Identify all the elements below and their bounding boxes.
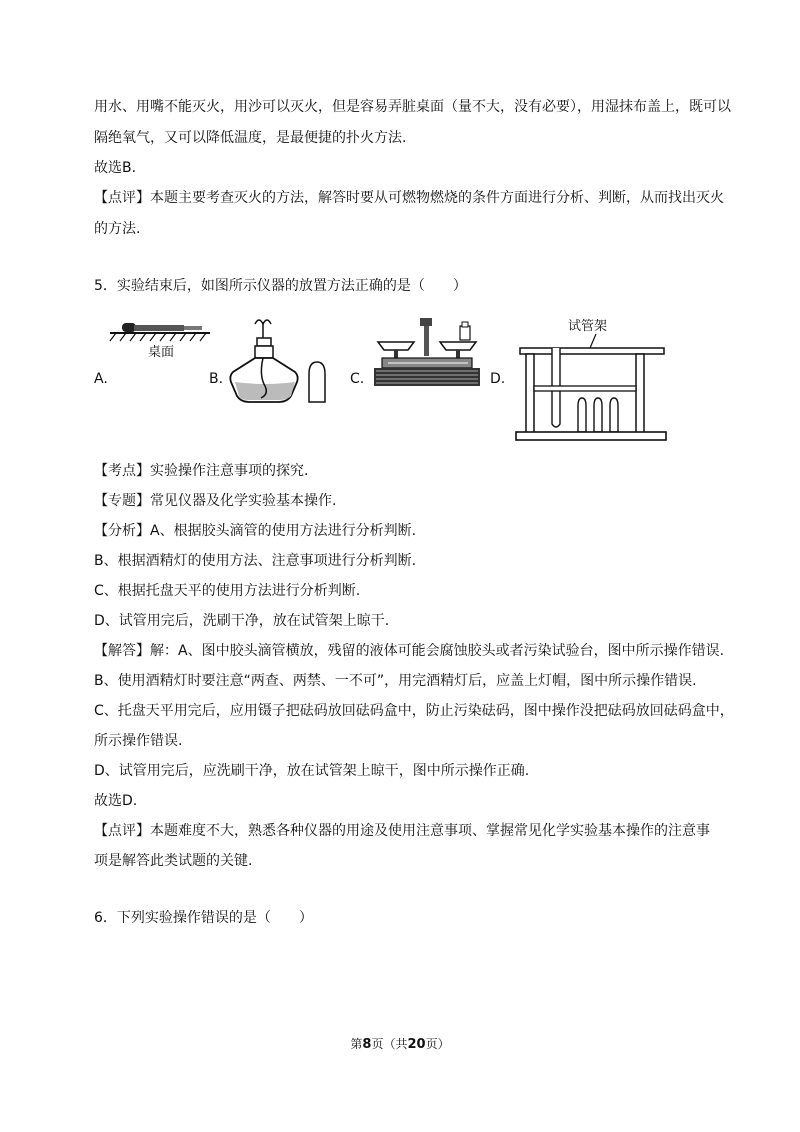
table-caption: 桌面 <box>148 345 175 360</box>
dianping-line: 【点评】本题难度不大，熟悉各种仪器的用途及使用注意事项、掌握常见化学实验基本操作的注意事 <box>94 823 710 839</box>
jieda-line: B、使用酒精灯时要注意“两查、两禁、一不可”，用完酒精灯后，应盖上灯帽，图中所示操作错误. <box>94 673 697 689</box>
rack-caption: 试管架 <box>568 319 608 334</box>
page-footer <box>0 1035 800 1052</box>
answer-line: 故选D. <box>94 793 138 809</box>
jieda-line: 所示操作错误. <box>94 733 183 749</box>
comment-line: 【点评】本题主要考查灭火的方法，解答时要从可燃物燃烧的条件方面进行分析、判断，从而找出灭火 <box>94 190 724 206</box>
footer-mid: 页（共 <box>371 1037 408 1051</box>
footer-total-pages: 20 <box>407 1037 426 1052</box>
dropper-on-table-icon <box>108 314 212 360</box>
alcohol-lamp-icon <box>225 316 335 404</box>
kaodian-line: 【考点】实验操作注意事项的探究. <box>94 463 309 479</box>
footer-suffix: 页） <box>425 1037 450 1051</box>
footer-page-number: 8 <box>362 1037 372 1052</box>
jieda-line: C、托盘天平用完后，应用镊子把砝码放回砝码盒中，防止污染砝码，图中操作没把砝码放回砝码盒中， <box>94 703 734 719</box>
dianping-line: 项是解答此类试题的关键. <box>94 853 253 869</box>
option-b-label: B. <box>209 371 224 387</box>
balance-icon <box>368 316 486 396</box>
fenxi-line: C、根据托盘天平的使用方法进行分析判断. <box>94 583 361 599</box>
footer-prefix: 第 <box>350 1037 363 1051</box>
question-5-stem: 5．实验结束后，如图所示仪器的放置方法正确的是（ ） <box>94 278 467 294</box>
option-c-label: C. <box>350 371 365 387</box>
comment-line: 的方法. <box>94 221 141 237</box>
fenxi-line: 【分析】A、根据胶头滴管的使用方法进行分析判断. <box>94 523 417 539</box>
fenxi-line: B、根据酒精灯的使用方法、注意事项进行分析判断. <box>94 553 417 569</box>
fenxi-line: D、试管用完后，洗刷干净，放在试管架上晾干. <box>94 613 390 629</box>
option-a-label: A. <box>94 371 108 387</box>
test-tube-rack-icon <box>512 314 670 442</box>
option-d-label: D. <box>490 371 506 387</box>
paragraph-line: 用水、用嘴不能灭火，用沙可以灭火，但是容易弄脏桌面（量不大，没有必要），用湿抹布盖上，既可以 <box>94 99 731 115</box>
question-6-stem: 6．下列实验操作错误的是（ ） <box>94 910 313 926</box>
zhuanti-line: 【专题】常见仪器及化学实验基本操作. <box>94 493 337 509</box>
paragraph-line: 隔绝氧气，又可以降低温度，是最便捷的扑火方法. <box>94 130 407 146</box>
jieda-line: 【解答】解：A、图中胶头滴管横放，残留的液体可能会腐蚀胶头或者污染试验台，图中所示操作错误. <box>94 643 725 659</box>
jieda-line: D、试管用完后，应洗刷干净，放在试管架上晾干，图中所示操作正确. <box>94 763 530 779</box>
answer-line: 故选B. <box>94 160 137 176</box>
